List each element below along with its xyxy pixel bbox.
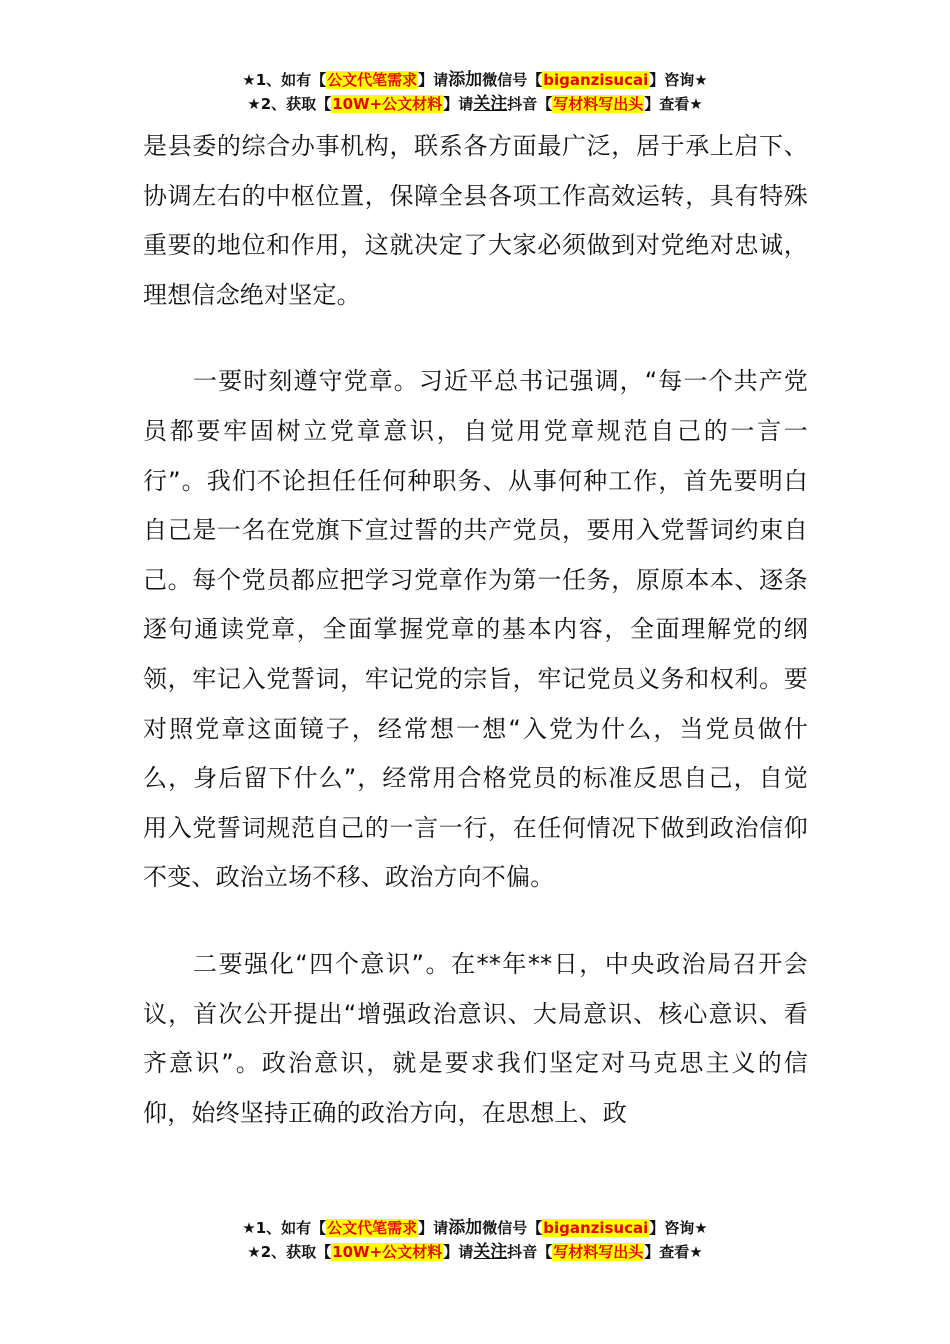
paragraph-gap — [143, 320, 808, 357]
banner-line-2 — [0, 92, 950, 116]
highlight-wechat-id: biganzisucai — [543, 1219, 649, 1237]
paragraph-four-consciousness: 二要强化“四个意识”。在**年**日，中央政治局召开会议，首次公开提出“增强政治意识、大局意识、核心意识、看齐意识”。政治意识，就是要求我们坚定对马克思主义的信仰，始终坚持正确的政治方向，在思想上、政 — [143, 949, 808, 1127]
banner-emphasis: 添加 — [448, 70, 483, 90]
paragraph-gap — [143, 903, 808, 940]
banner-line-2 — [0, 1240, 950, 1264]
banner-text: 】请 — [443, 95, 474, 113]
footer-banner — [0, 1216, 950, 1264]
banner-text: 】请 — [418, 1219, 449, 1237]
banner-line-1 — [0, 68, 950, 92]
banner-text: ★1、如有【 — [242, 71, 327, 89]
banner-emphasis: 添加 — [448, 1218, 483, 1238]
banner-text: 微信号【 — [482, 1219, 543, 1237]
banner-text: 】查看★ — [644, 95, 703, 113]
banner-text: 微信号【 — [482, 71, 543, 89]
banner-text: ★2、获取【 — [247, 95, 332, 113]
banner-text: 】请 — [418, 71, 449, 89]
paragraph-continuation: 是县委的综合办事机构，联系各方面最广泛，居于承上启下、协调左右的中枢位置，保障全县各项工作高效运转，具有特殊重要的地位和作用，这就决定了大家必须做到对党绝对忠诚，理想信念绝对坚定。 — [143, 132, 808, 309]
banner-text: ★1、如有【 — [242, 1219, 327, 1237]
banner-text: 】咨询★ — [649, 71, 708, 89]
header-banner — [0, 68, 950, 116]
paragraph-party-constitution: 一要时刻遵守党章。习近平总书记强调，“每一个共产党员都要牢固树立党章意识，自觉用党章规范自己的一言一行”。我们不论担任任何种职务、从事何种工作，首先要明白自己是一名在党旗下宣过誓的共产党员，要用入党誓词约束自己。每个党员都应把学习党章作为第一任务，原原本本、逐条逐句通读党章，全面掌握党章的基本内容，全面理解党的纲领，牢记入党誓词，牢记党的宗旨，牢记党员义务和权利。要对照党章这面镜子，经常想一想“入党为什么，当党员做什么，身后留下什么”，经常用合格党员的标准反思自己，自觉用入党誓词规范自己的一言一行，在任何情况下做到政治信仰不变、政治立场不移、政治方向不偏。 — [143, 367, 808, 892]
banner-text: 】咨询★ — [649, 1219, 708, 1237]
banner-text: 】查看★ — [644, 1243, 703, 1261]
highlight-service: 公文代笔需求 — [327, 71, 418, 89]
highlight-wechat-id: biganzisucai — [543, 71, 649, 89]
banner-text: ★2、获取【 — [247, 1243, 332, 1261]
highlight-materials: 10W+公文材料 — [332, 95, 443, 113]
document-body — [143, 122, 808, 1138]
banner-text: 】请 — [443, 1243, 474, 1261]
banner-emphasis: 关注 — [473, 1242, 508, 1262]
highlight-douyin: 写材料写出头 — [553, 95, 644, 113]
banner-emphasis: 关注 — [473, 94, 508, 114]
highlight-service: 公文代笔需求 — [327, 1219, 418, 1237]
highlight-douyin: 写材料写出头 — [553, 1243, 644, 1261]
banner-text: 抖音【 — [507, 1243, 553, 1261]
banner-line-1 — [0, 1216, 950, 1240]
banner-text: 抖音【 — [507, 95, 553, 113]
highlight-materials: 10W+公文材料 — [332, 1243, 443, 1261]
